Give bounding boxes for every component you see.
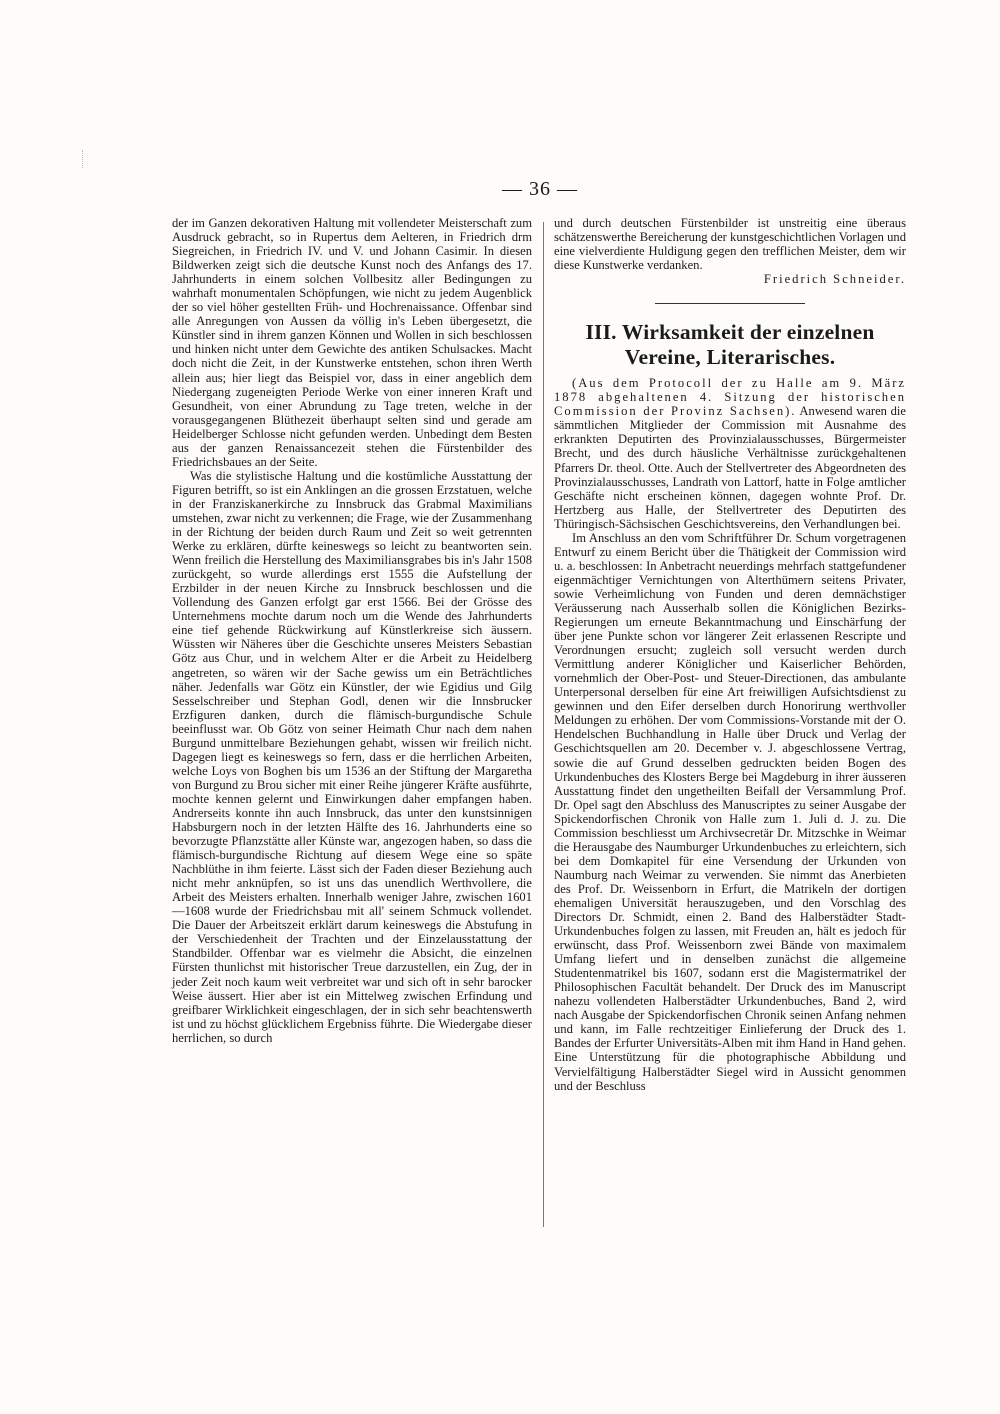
right-column [554, 216, 906, 1093]
right-paragraph-1 [554, 216, 906, 286]
protocol-attendance: Anwesend waren die sämmtlichen Mitglieder der Commission mit Ausnahme des erkrankten Deputirten des Provinzialausschusses, Bürgermeister Brecht, und des durch häusliche Verhältnisse zurückgehaltenen Pfarrers Dr. theol. Otte. Auch der Stellvertreter des Abgeordneten des Provinzialausschusses, Landrath von Lattorf, hatte in Folge amtlicher Geschäfte nicht erscheinen können, dagegen wohnte Prof. Dr. Hertzberg aus Halle, der Stellvertreter des Deputirten des Thüringisch-Sächsischen Geschichtsvereins, den Verhandlungen bei. [554, 404, 907, 531]
section-separator [655, 303, 805, 304]
column-divider [543, 222, 544, 1227]
protocol-source: (Aus dem Protocoll der zu Halle am 9. März 1878 abgehaltenen 4. Sitzung der historischen Commission der Provinz Sachsen). [554, 376, 906, 419]
page-number: — 36 — [502, 178, 578, 200]
author-signature: Friedrich Schneider. [763, 272, 906, 287]
section-heading: III. Wirksamkeit der einzelnen Vereine, Literarisches. [585, 320, 875, 370]
left-paragraph-2: Was die stylistische Haltung und die kostümliche Ausstattung der Figuren betrifft, so ist ein Anklingen an die grossen Erzstatuen, welche in der Franziskanerkirche zu Innsbruck das Grabmal Maximilians umstehen, zwar nicht zu verkennen; die Frage, wie der Zusammenhang in der Richtung der beiden durch Raum und Zeit so weit getrennten Werke zu erklären, dürfte keineswegs so leicht zu beantworten sein. Wenn freilich die Herstellung des Maximiliansgrabes bis in's Jahr 1508 zurückgeht, so wurde allerdings erst 1555 die Aufstellung der Erzbilder in der neuen Kirche zu Innsbruck beschlossen und die Vollendung des Ganzen erfolgt gar erst 1566. Bei der Grösse des Unternehmens mochte darum noch um die Wende des Jahrhunderts eine tief gehende Rückwirkung auf Künstlerkreise sich äussern. Wüssten wir Näheres über die Geschichte unseres Meisters Sebastian Götz aus Chur, und in welchem Alter er die Arbeit zu Heidelberg angetreten, so wären wir der Sache gewiss um ein Beträchtliches näher. Jedenfalls war Götz ein Künstler, der wie Egidius und Gilg Sesselschreiber und Stephan Godl, denen wir die Innsbrucker Erzfiguren danken, durch die flämisch-burgundische Schule beeinflusst war. Ob Götz von seiner Heimath Chur nach dem nahen Burgund unmittelbare Beziehungen gehabt, wissen wir freilich nicht. Dagegen liegt es keineswegs so fern, dass er die herrlichen Arbeiten, welche Loys von Boghen bis um 1536 an der Stiftung der Margaretha von Burgund zu Brou sicher mit einer Reihe jüngerer Kräfte ausführte, mochte kennen gelernt und Einwirkungen daher empfangen haben. Andrerseits konnte ihn auch Innsbruck, das unter den kunstsinnigen Habsburgern noch in der letzten Hälfte des 16. Jahrhunderts eine so bevorzugte Pflanzstätte aller Künste war, angezogen haben, so dass die flämisch-burgundische Richtung auf diesem Wege eine so späte Nachblüthe in ihm feierte. Lässt sich der Faden dieser Beziehung auch nicht mehr anknüpfen, so ist uns das unendlich Werthvollere, die Arbeit des Meisters erhalten. Innerhalb weniger Jahre, zwischen 1601—1608 wurde der Friedrichsbau mit all' seinem Schmuck vollendet. Die Dauer der Arbeitszeit erklärt darum keineswegs die Abstufung in der Verschiedenheit der Trachten und der Einzelausstattung der Standbilder. Offenbar war es vielmehr die Absicht, die einzelnen Fürsten thunlichst mit historischer Treue darzustellen, ein Zug, der in jeder Zeit noch kaum weit verbreitet war und sich oft in sehr barocker Weise äussert. Hier aber ist ein Mittelweg zwischen Erfindung und greifbarer Wirklichkeit eingeschlagen, der in sich sehr beachtenswerth ist und zu höchst glücklichem Ergebniss führte. Die Wiedergabe dieser herrlichen, so durch [172, 468, 532, 1045]
protocol-intro [554, 376, 906, 531]
right-paragraph-1-text: und durch deutschen Fürstenbilder ist unstreitig eine überaus schätzenswerthe Bereicherung der kunstgeschichtlichen Vorlagen und eine vielverdiente Huldigung gegen den trefflichen Meister, dem wir diese Kunstwerke verdanken. [554, 216, 906, 273]
right-paragraph-2: Im Anschluss an den vom Schriftführer Dr. Schum vorgetragenen Entwurf zu einem Bericht über die Thätigkeit der Commission wird u. a. beschlossen: In Anbetracht neuerdings mehrfach stattgefundener eigenmächtiger Vernichtungen von Alterthümern seitens Privater, sowie Verheimlichung von Funden und deren demnächstiger Veräusserung nach Ausserhalb sollen die Königlichen Bezirks-Regierungen um erneute Bekanntmachung und Einschärfung der über jene Punkte schon vor längerer Zeit erlassenen Rescripte und Verordnungen ersucht; zugleich soll versucht werden durch Vermittlung anderer Königlicher und Kaiserlicher Behörden, vornehmlich der Ober-Post- und Steuer-Directionen, das ambulante Unterpersonal derselben für eine Art freiwilligen Aufsichtsdienst zu gewinnen und den Eifer derselben durch Honorirung werthvoller Meldungen zu erhöhen. Der vom Commissions-Vorstande mit der O. Hendelschen Buchhandlung in Halle über Druck und Verlag der Geschichtsquellen am 20. December v. J. abgeschlossene Vertrag, sowie die auf Grund desselben gedruckten beiden Bogen des Urkundenbuches des Klosters Berge bei Magdeburg in ihrer äusseren Ausstattung findet den ungetheilten Beifall der Versammlung Prof. Dr. Opel sagt den Abschluss des Manuscriptes zu seiner Ausgabe der Spickendorfischen Chronik von Halle zum 1. Juli d. J. zu. Die Commission beschliesst um Archivsecretär Dr. Mitzschke in Weimar die Herausgabe des Naumburger Urkundenbuches zu erleichtern, sich bei dem Domkapitel für eine Versendung der Urkunden von Naumburg nach Weimar zu verwenden. Sie nimmt das Anerbieten des Prof. Dr. Weissenborn in Erfurt, die Matrikeln der dortigen ehemaligen Universität herauszugeben, und den Vorschlag des Directors Dr. Schmidt, einen 2. Band des Halberstädter Stadt-Urkundenbuches folgen zu lassen, mit Freuden an, hält es jedoch für erwünscht, dass Prof. Weissenborn zwei Bände von maximalem Umfang liefert und in denselben zunächst die allgemeine Studentenmatrikel bis 1607, sodann erst die Magistermatrikel der Philosophischen Facultät behandelt. Der Druck des im Manuscript nahezu vollendeten Halberstädter Urkundenbuches, Band 2, wird nach Ausgabe der Spickendorfischen Chronik seinen Anfang nehmen und kann, im Falle rechtzeitiger Einlieferung der Druck des 1. Bandes der Erfurter Universitäts-Alben mit ihm Hand in Hand gehen. Eine Unterstützung für die photographische Abbildung und Vervielfältigung Halberstädter Siegel wird in Aussicht genommen und der Beschluss [554, 530, 906, 1093]
margin-mark [82, 150, 85, 168]
left-column [172, 216, 532, 1045]
left-paragraph-1: der im Ganzen dekorativen Haltung mit vollendeter Meisterschaft zum Ausdruck gebracht, so in Rupertus dem Aelteren, in Friedrich drm Siegreichen, in Friedrich IV. und V. und Johann Casimir. In diesen Bildwerken zeigt sich die deutsche Kunst noch des Anfangs des 17. Jahrhunderts in einem solchen Vollbesitz aller Bedingungen zu wahrhaft monumentalen Schöpfungen, wie nicht zu jedem Augenblick der so viel höher gestellten Früh- und Hochrenaissance. Offenbar sind alle Anregungen von Aussen da völlig in's Leben übergesetzt, die Künstler sind in ihrem ganzen Können und Wollen in sich beschlossen und hinken nicht unter dem Gewichte des antiken Schulsackes. Macht doch nicht die Zeit, in der Kunstwerke entstehen, schon ihren Werth allein aus; hier liegt das Beispiel vor, dass in einer angeblich dem Niedergang zugeneigten Periode Werke von einer inneren Kraft und Gesundheit, von einer Abrundung zu Tage treten, welche in der vorausgegangenen Blüthezeit überhaupt selten sind und gerade am Heidelberger Schlosse nicht gefunden werden. Unbedingt dem Besten aus der ganzen Renaissancezeit stehen die Fürstenbilder des Friedrichsbaues an der Seite. [172, 216, 532, 469]
